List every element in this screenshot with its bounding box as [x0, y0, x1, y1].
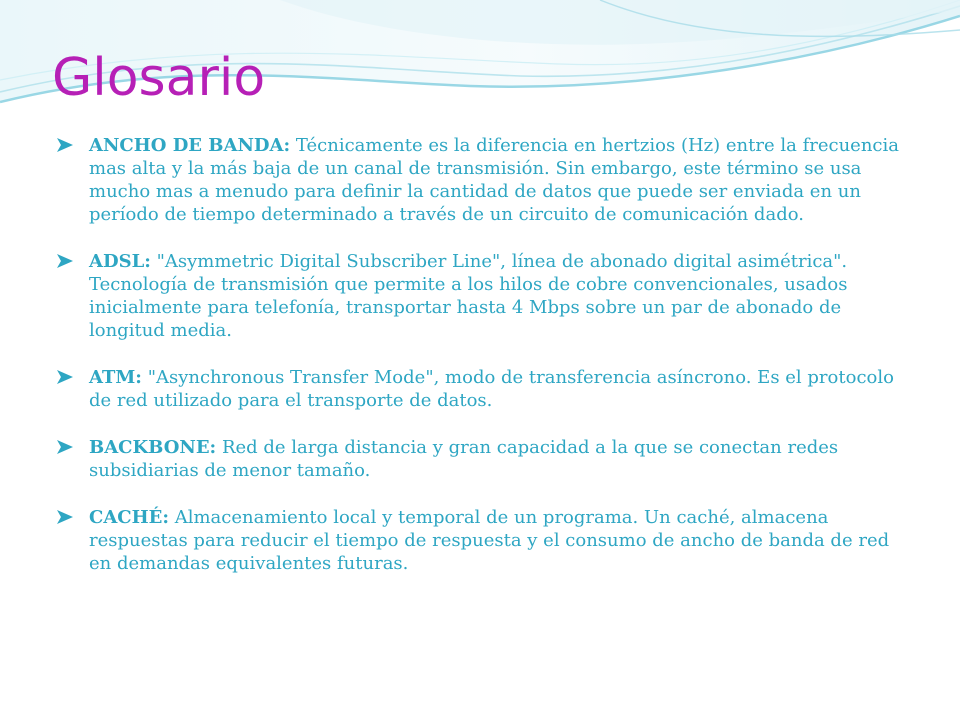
glossary-term: ADSL: — [89, 251, 151, 272]
glossary-item — [56, 436, 912, 482]
glossary-item — [56, 250, 912, 342]
glossary-term: ANCHO DE BANDA: — [89, 135, 291, 156]
arrow-bullet-icon — [56, 137, 74, 153]
glossary-definition: Red de larga distancia y gran capacidad a la que se conectan redes subsidiarias de menor tamaño. — [89, 437, 839, 481]
glossary-item — [56, 134, 912, 226]
glossary-definition: Técnicamente es la diferencia en hertzios (Hz) entre la frecuencia mas alta y la más baja de un canal de transmisión. Sin embargo, este término se usa mucho mas a menudo para definir la cantidad de datos que puede ser enviada en un período de tiempo determinado a través de un circuito de comunicación dado. — [89, 135, 899, 225]
glossary-term: BACKBONE: — [89, 437, 217, 458]
arrow-bullet-icon — [56, 439, 74, 455]
arrow-bullet-icon — [56, 253, 74, 269]
arrow-bullet-icon — [56, 509, 74, 525]
glossary-list — [56, 134, 912, 599]
glossary-term: CACHÉ: — [89, 507, 169, 528]
glossary-definition: "Asynchronous Transfer Mode", modo de transferencia asíncrono. Es el protocolo de red utilizado para el transporte de datos. — [89, 367, 894, 411]
glossary-term: ATM: — [89, 367, 142, 388]
arrow-bullet-icon — [56, 369, 74, 385]
glossary-definition: Almacenamiento local y temporal de un programa. Un caché, almacena respuestas para reducir el tiempo de respuesta y el consumo de ancho de banda de red en demandas equivalentes futuras. — [89, 507, 890, 574]
page-title: Glosario — [52, 48, 266, 108]
glossary-item — [56, 506, 912, 575]
glossary-definition: "Asymmetric Digital Subscriber Line", línea de abonado digital asimétrica". Tecnología de transmisión que permite a los hilos de cobre convencionales, usados inicialmente para telefonía, transportar hasta 4 Mbps sobre un par de abonado de longitud media. — [89, 251, 848, 341]
glossary-item — [56, 366, 912, 412]
